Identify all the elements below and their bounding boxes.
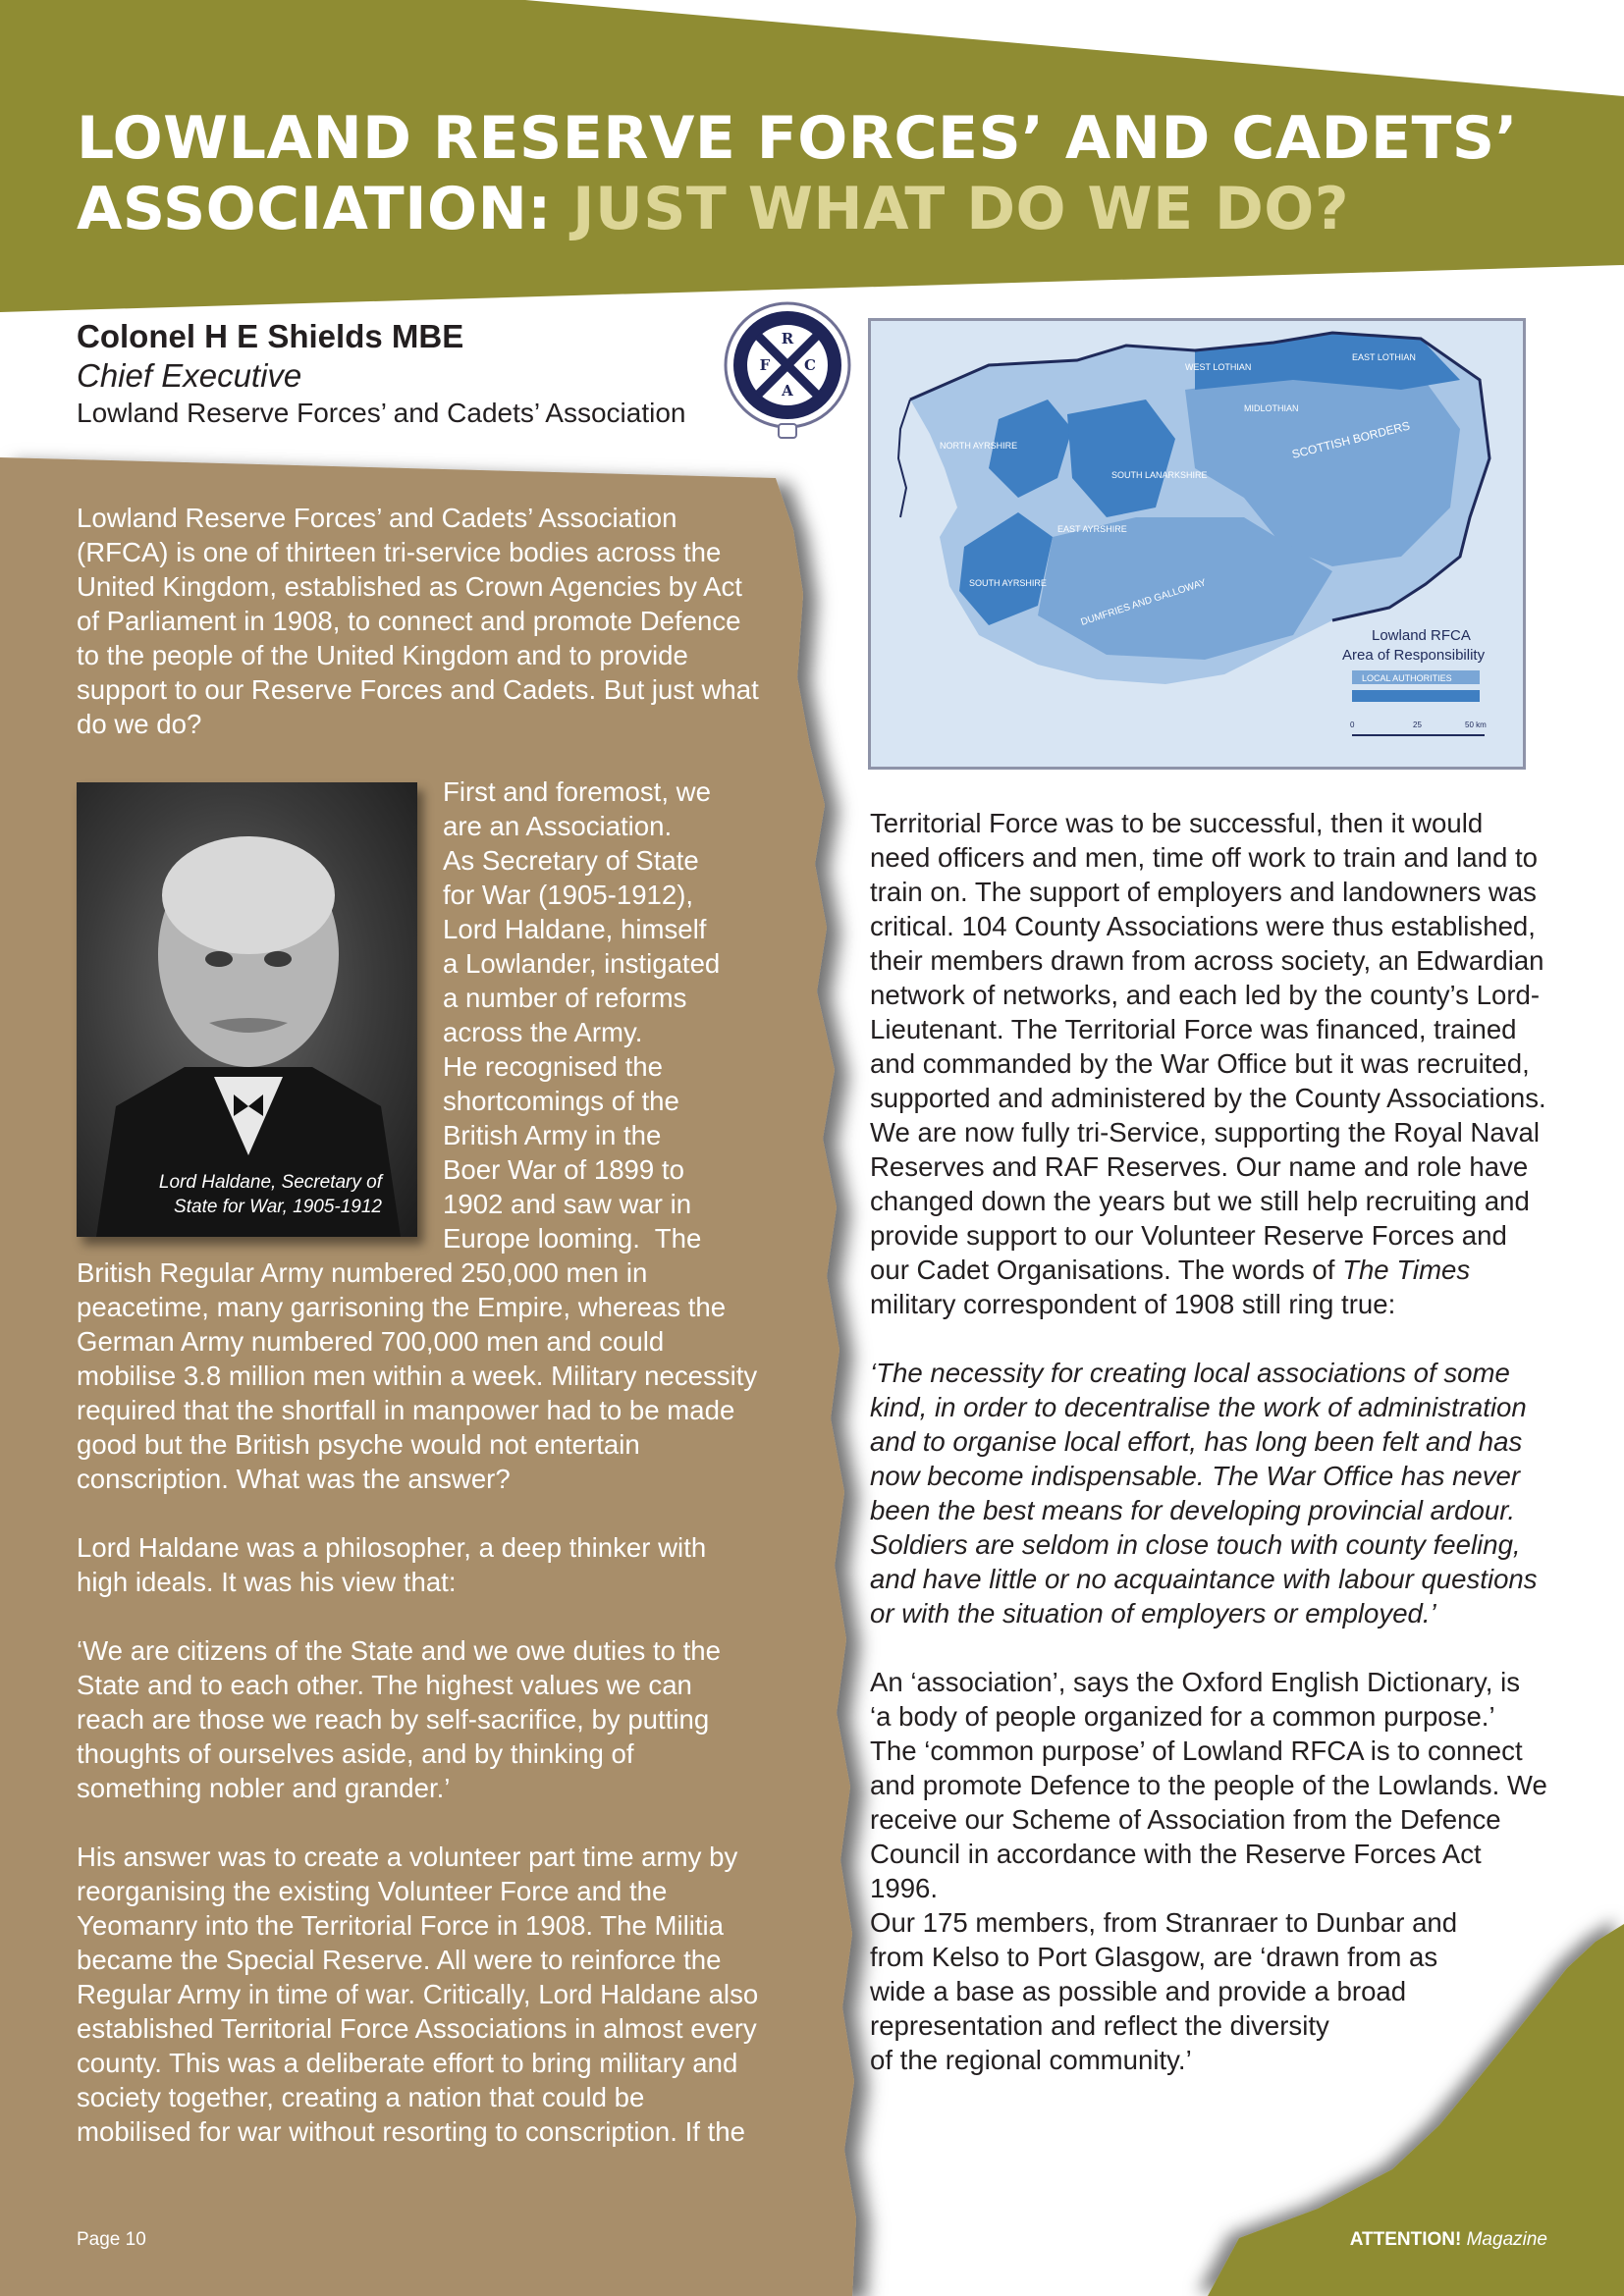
crest-letter-r: R: [781, 330, 794, 347]
wrap-line: 1902 and saw war in: [443, 1189, 692, 1219]
map-scale-0: 0: [1350, 721, 1355, 729]
map-label-south-ayrshire: SOUTH AYRSHIRE: [969, 578, 1047, 588]
map-label-scottish-borders: SCOTTISH BORDERS: [1290, 418, 1412, 461]
map-legend-title-1: Lowland RFCA: [1372, 627, 1471, 644]
brand-suffix: Magazine: [1466, 2229, 1547, 2250]
title-line-2-prefix: ASSOCIATION:: [77, 175, 552, 243]
map-label-east-lothian: EAST LOTHIAN: [1352, 352, 1416, 362]
left-para-2: British Regular Army numbered 250,000 men in peacetime, many garrisoning the Empire, whereas the German Army numbered 700,000 men and could mobilise 3.8 million men within a week. Military necessity required that the shortfall in manpower had to be made good but the British psyche would not entertain conscription. What was the answer?: [77, 1257, 758, 1494]
wrap-line: Lord Haldane, himself: [443, 914, 707, 944]
rfca-crest-icon: [722, 300, 853, 446]
caption-line-2: State for War, 1905-1912: [174, 1197, 382, 1217]
map-label-west-lothian: WEST LOTHIAN: [1185, 362, 1252, 372]
right-para-4-line: representation and reflect the diversity: [870, 2010, 1329, 2041]
wrap-line: Boer War of 1899 to: [443, 1154, 684, 1185]
right-column: [870, 806, 1547, 2077]
right-para-1: [870, 806, 1547, 1321]
left-wrap-text: [443, 774, 796, 1255]
map-scale-25: 25: [1413, 721, 1422, 729]
title-line-2-accent: JUST WHAT DO WE DO?: [572, 175, 1350, 243]
right-para-4-line: Our 175 members, from Stranraer to Dunbar and: [870, 1907, 1458, 1938]
crest-letter-c: C: [804, 356, 816, 374]
map-legend-swatch-2: [1352, 690, 1480, 702]
wrap-line: a Lowlander, instigated: [443, 948, 721, 979]
map-graphic: [871, 321, 1523, 767]
brand-name: ATTENTION!: [1349, 2229, 1462, 2250]
right-para-3: An ‘association’, says the Oxford English Dictionary, is ‘a body of people organized for a common purpose.’ The ‘common purpose’ of Lowland RFCA is to connect and promote Defence to the people of the Lowlands. We receive our Scheme of Association from the Defence Council in accordance with the Reserve Forces Act 1996.: [870, 1667, 1547, 1903]
map-scale-50: 50 km: [1465, 721, 1487, 729]
title-line-1: LOWLAND RESERVE FORCES’ AND CADETS’: [77, 104, 1518, 173]
author-name: Colonel H E Shields MBE: [77, 318, 464, 354]
portrait-figure-icon: [77, 782, 417, 1237]
lowland-area-map: [868, 318, 1526, 770]
intro-text: Lowland Reserve Forces’ and Cadets’ Association (RFCA) is one of thirteen tri-service bodies across the United Kingdom, established as Crown Agencies by Act of Parliament in 1908, to connect and promote Defence to the people of the United Kingdom and to provide support to our Reserve Forces and Cadets. But just what do we do?: [77, 503, 759, 739]
wrap-line: across the Army.: [443, 1017, 643, 1047]
right-para-4: [870, 1905, 1547, 2077]
author-role: Chief Executive: [77, 357, 302, 394]
map-label-north-ayrshire: NORTH AYRSHIRE: [940, 441, 1018, 451]
right-para-1-lead: Territorial Force was to be successful, then it would need officers and men, time off work to train and land to train on. The support of employers and landowners was critical. 104 County Associations were thus established, their members drawn from across society, an Edwardian network of networks, and each led by the county’s Lord-Lieutenant. The Territorial Force was financed, trained and commanded by the War Office but it was recruited, supported and administered by the County Associations. We are now fully tri-Service, supporting the Royal Naval Reserves and RAF Reserves. Our name and role have changed down the years but we still help recruiting and provide support to our Volunteer Reserve Forces and our Cadet Organisations. The words of: [870, 808, 1546, 1285]
author-block: [77, 317, 685, 431]
left-para-5: His answer was to create a volunteer part time army by reorganising the existing Volunteer Force and the Yeomanry into the Territorial Force in 1908. The Militia became the Special Reserve. All were to reinforce the Regular Army in time of war. Critically, Lord Haldane also established Territorial Force Associations in almost every county. This was a deliberate effort to bring military and society together, creating a nation that could be mobilised for war without resorting to conscription. If the: [77, 1842, 759, 2147]
wrap-line: British Army in the: [443, 1120, 662, 1150]
wrap-line: a number of reforms: [443, 983, 687, 1013]
the-times-title: The Times: [1342, 1255, 1471, 1285]
wrap-line: Europe looming. The: [443, 1223, 702, 1254]
wrap-line: are an Association.: [443, 811, 673, 841]
haldane-photo: [77, 782, 417, 1237]
map-legend-item: LOCAL AUTHORITIES: [1362, 673, 1452, 683]
page-number: Page 10: [77, 2229, 146, 2250]
map-label-east-ayrshire: EAST AYRSHIRE: [1057, 524, 1127, 534]
page-title: [77, 103, 1549, 244]
left-quote: ‘We are citizens of the State and we owe duties to the State and to each other. The highest values we can reach are those we reach by self-sacrifice, by putting thoughts of ourselves aside, and by thinking of something nobler and grander.’: [77, 1635, 721, 1803]
photo-caption: [159, 1170, 382, 1219]
crest-letter-f: F: [759, 356, 771, 374]
wrap-line: shortcomings of the: [443, 1086, 679, 1116]
left-intro-paragraph: [77, 501, 764, 741]
right-para-1-tail: military correspondent of 1908 still ring true:: [870, 1289, 1396, 1319]
left-body: [77, 1255, 764, 2149]
right-para-4-line: of the regional community.’: [870, 2045, 1192, 2075]
map-label-midlothian: MIDLOTHIAN: [1244, 403, 1299, 413]
right-quote: ‘The necessity for creating local associations of some kind, in order to decentralise the work of administration and to organise local effort, has long been felt and has now become indispensable. The War Office has never been the best means for developing provincial ardour. Soldiers are seldom in close touch with county feeling, and have little or no acquaintance with labour questions or with the situation of employers or employed.’: [870, 1358, 1538, 1629]
right-para-4-line: from Kelso to Port Glasgow, are ‘drawn from as: [870, 1942, 1438, 1972]
wrap-line: As Secretary of State: [443, 845, 699, 876]
map-label-dumfries-galloway: DUMFRIES AND GALLOWAY: [1079, 577, 1208, 628]
left-para-3: Lord Haldane was a philosopher, a deep thinker with high ideals. It was his view that:: [77, 1532, 707, 1597]
author-organisation: Lowland Reserve Forces’ and Cadets’ Association: [77, 398, 686, 428]
wrap-line: First and foremost, we: [443, 776, 711, 807]
magazine-brand: [1350, 2229, 1547, 2251]
crest-letter-a: A: [782, 382, 793, 400]
map-label-south-lanarkshire: SOUTH LANARKSHIRE: [1111, 470, 1208, 480]
wrap-line: for War (1905-1912),: [443, 880, 694, 910]
map-legend-title-2: Area of Responsibility: [1342, 647, 1486, 664]
caption-line-1: Lord Haldane, Secretary of: [158, 1172, 382, 1193]
right-para-4-line: wide a base as possible and provide a broad: [870, 1976, 1407, 2006]
wrap-line: He recognised the: [443, 1051, 663, 1082]
